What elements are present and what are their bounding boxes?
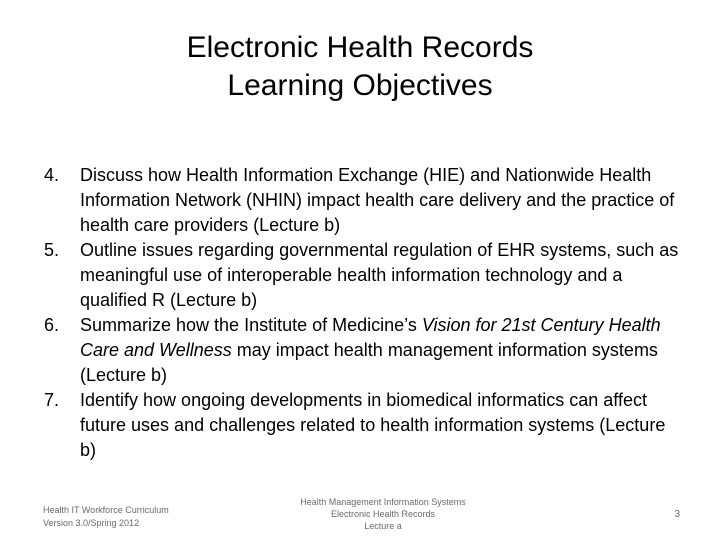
course-footer — [260, 496, 506, 532]
slide-title-line-1: Electronic Health Records — [186, 31, 534, 64]
course-name: Health Management Information Systems — [300, 497, 466, 507]
objective-number-4: 4. — [44, 165, 60, 185]
objective-item-5 — [44, 238, 684, 313]
slide-title — [60, 29, 660, 105]
objective-text-4: Discuss how Health Information Exchange (HIE) and Nationwide Health Information Network (NHIN) impact health care delivery and the practice of health care providers (Lecture b) — [80, 165, 675, 235]
objective-item-4 — [44, 163, 684, 238]
learning-objectives-list — [44, 163, 684, 463]
unit-name: Electronic Health Records — [330, 509, 436, 519]
objective-number-5: 5. — [44, 240, 60, 260]
lecture-name: Lecture a — [364, 521, 402, 531]
slide-title-line-2: Learning Objectives — [227, 69, 493, 102]
objective-item-6 — [44, 313, 684, 388]
objective-text-5: Outline issues regarding governmental regulation of EHR systems, such as meaningful use of interoperable health information technology and a qualified R (Lecture b) — [80, 240, 679, 310]
curriculum-version: Version 3.0/Spring 2012 — [43, 518, 140, 528]
objective-text-7: Identify how ongoing developments in biomedical informatics can affect future uses and challenges related to health information systems (Lecture b) — [80, 390, 666, 460]
objective-number-7: 7. — [44, 390, 60, 410]
objective-number-6: 6. — [44, 315, 60, 335]
curriculum-footer — [43, 504, 169, 530]
objective-text-6-emphasis: Vision for 21st Century Health Care and Wellness — [80, 315, 661, 360]
page-number: 3 — [674, 509, 680, 520]
objective-text-6-after: may impact health management information systems (Lecture b) — [80, 340, 658, 385]
objective-item-7 — [44, 388, 684, 463]
objective-text-6-before: Summarize how the Institute of Medicine’s — [80, 315, 422, 335]
curriculum-name: Health IT Workforce Curriculum — [43, 505, 169, 515]
